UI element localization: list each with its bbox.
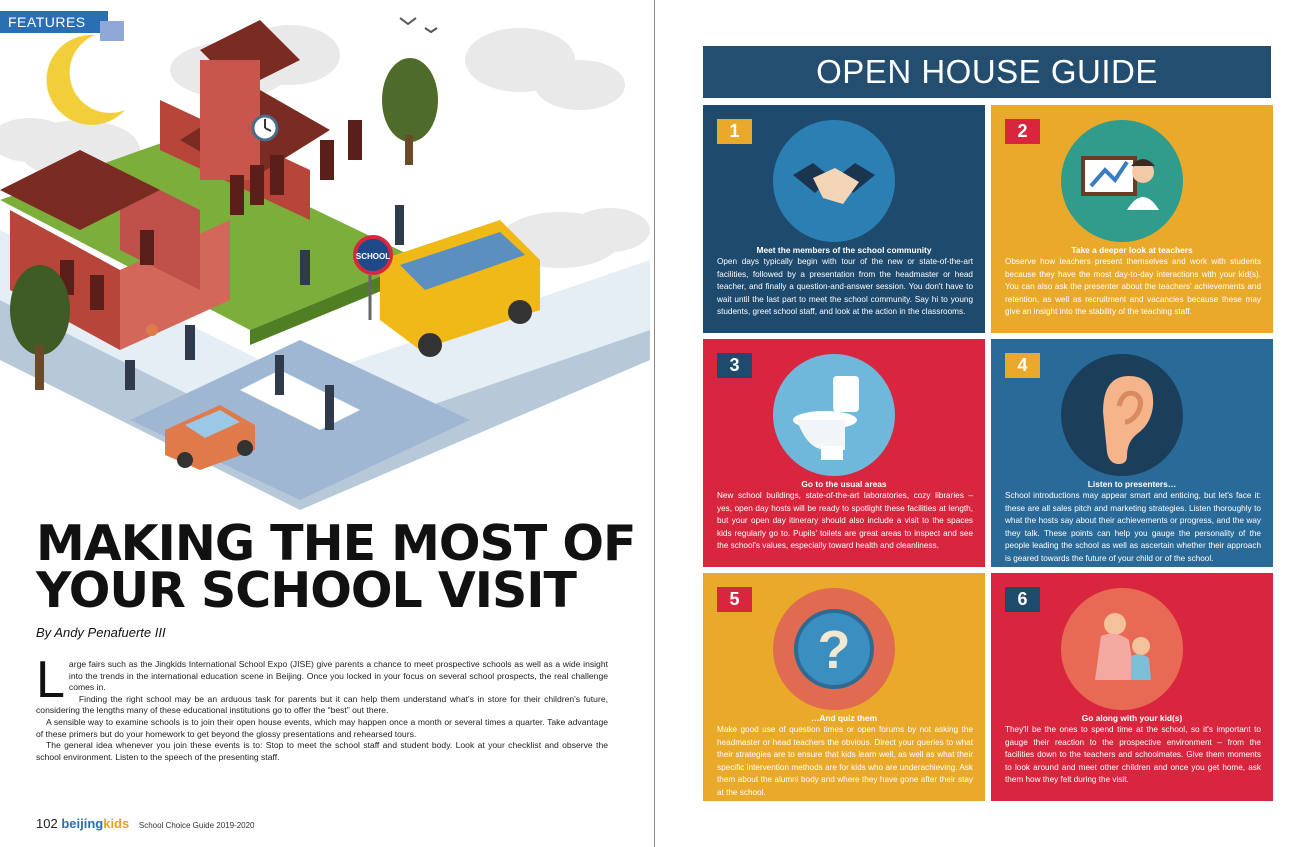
parent-child-icon <box>1061 588 1183 710</box>
card-text: They'll be the ones to spend time at the school, so it's important to gauge their reaction to the prospective environment – from the facilities down to the teachers and schoolmates. Give them moments to look around and meet other children and once you get home, ask them how they felt during the visit. <box>1005 725 1261 785</box>
paragraph-1: Large fairs such as the Jingkids International School Expo (JISE) give parents a chance to meet prospective schools as well as a wide insight into the trends in the international education scene in Beijing. Once you locked in your focus on several school prospects, the real challenge comes in. <box>36 651 608 709</box>
school-illustration <box>0 0 654 540</box>
card-title: Go to the usual areas <box>801 479 887 489</box>
footer-guide-title: School Choice Guide 2019-2020 <box>138 821 255 830</box>
card-text: Make good use of question times or open forums by not asking the headmaster or head teachers the obvious. Direct your queries to what their strategies are to ensure that kids learn well, as well as what their specific intervention methods are for kids who are underachieving. Ask them about the alumni body and where they have gone after their stay at the school. <box>717 725 973 797</box>
question-icon <box>773 588 895 710</box>
card-title: …And quiz them <box>810 713 878 723</box>
headline-line-1: MAKING THE MOST OF <box>36 515 636 572</box>
page-number: 102 <box>36 816 58 831</box>
right-page <box>655 0 1309 847</box>
brand-beijing: beijing <box>61 816 104 831</box>
card-title: Meet the members of the school community <box>756 245 932 255</box>
headline <box>36 515 636 619</box>
card-number: 2 <box>1005 119 1040 144</box>
section-tag: FEATURES <box>0 11 108 33</box>
svg-text:?: ? <box>817 620 851 680</box>
drop-cap: L <box>36 651 65 709</box>
card-text: School introductions may appear smart and enticing, but let's face it: these are all sales pitch and marketing strategies. Listen thoroughly to what the hosts say about their achievements or progress, and the way they talk. These points can help you gauge the personality of the people leading the school as well as ascertain whether their approach is geared towards the future of your child or of the school. <box>1005 491 1261 563</box>
guide-card-2 <box>991 105 1273 333</box>
teacher-icon <box>1061 120 1183 242</box>
card-text: Observe how teachers present themselves and work with students because they have the most day-to-day interactions with your kid(s). You can also ask the presenter about the teachers' achievements and retention, as well as recruitment and vacancies because these may give an insight into the stability of the teaching staff. <box>1005 257 1261 317</box>
article-body <box>36 651 608 763</box>
paragraph-3: A sensible way to examine schools is to join their open house events, which may happen once a month or several times a quarter. Take advantage of these primers but do your homework to get beyond the glossy presentations and rehearsed tours. <box>36 716 608 739</box>
card-title: Go along with your kid(s) <box>1081 713 1183 723</box>
paragraph-2: Finding the right school may be an arduous task for parents but it can help them understand what's in store for their children's future, considering the lengths many of these educational institutions go to offer the “best” out there. <box>36 693 608 716</box>
guide-card-6 <box>991 573 1273 801</box>
card-number: 4 <box>1005 353 1040 378</box>
guide-title: OPEN HOUSE GUIDE <box>703 46 1271 98</box>
headline-line-2: YOUR SCHOOL VISIT <box>36 562 576 619</box>
ear-icon <box>1061 354 1183 476</box>
section-tag-accent <box>100 21 124 41</box>
guide-card-1 <box>703 105 985 333</box>
handshake-icon <box>773 120 895 242</box>
guide-card-4 <box>991 339 1273 567</box>
byline: By Andy Penafuerte III <box>36 625 166 640</box>
card-number: 3 <box>717 353 752 378</box>
page-footer <box>36 816 255 831</box>
guide-card-5 <box>703 573 985 801</box>
card-number: 1 <box>717 119 752 144</box>
paragraph-4: The general idea whenever you join these events is to: Stop to meet the school staff and student body. Look at your checklist and observe the school environment. Listen to the speech of the presenting staff. <box>36 740 608 762</box>
card-number: 5 <box>717 587 752 612</box>
card-text: New school buildings, state-of-the-art laboratories, cozy libraries – yes, open day hosts will be ready to spotlight these facilities at length, but your open day itinerary should also include a visit to the spaces kids regularly go to. Pupils' toilets are great areas to inspect and see the school's values, especially toward health and cleanliness. <box>717 491 973 551</box>
sign-label: SCHOOL <box>355 252 391 261</box>
card-text: Open days typically begin with tour of the new or state-of-the-art facilities, followed by a presentation from the headmaster or head teacher, and finally a question-and-answer session. You don't have to wait until the last part to meet the school community. Say hi to young students, greet school staff, and look at the action in the classrooms. <box>717 257 973 317</box>
card-title: Take a deeper look at teachers <box>1071 245 1193 255</box>
guide-card-3 <box>703 339 985 567</box>
card-number: 6 <box>1005 587 1040 612</box>
card-title: Listen to presenters… <box>1087 479 1177 489</box>
brand-kids: kids <box>103 816 130 831</box>
toilet-icon <box>773 354 895 476</box>
